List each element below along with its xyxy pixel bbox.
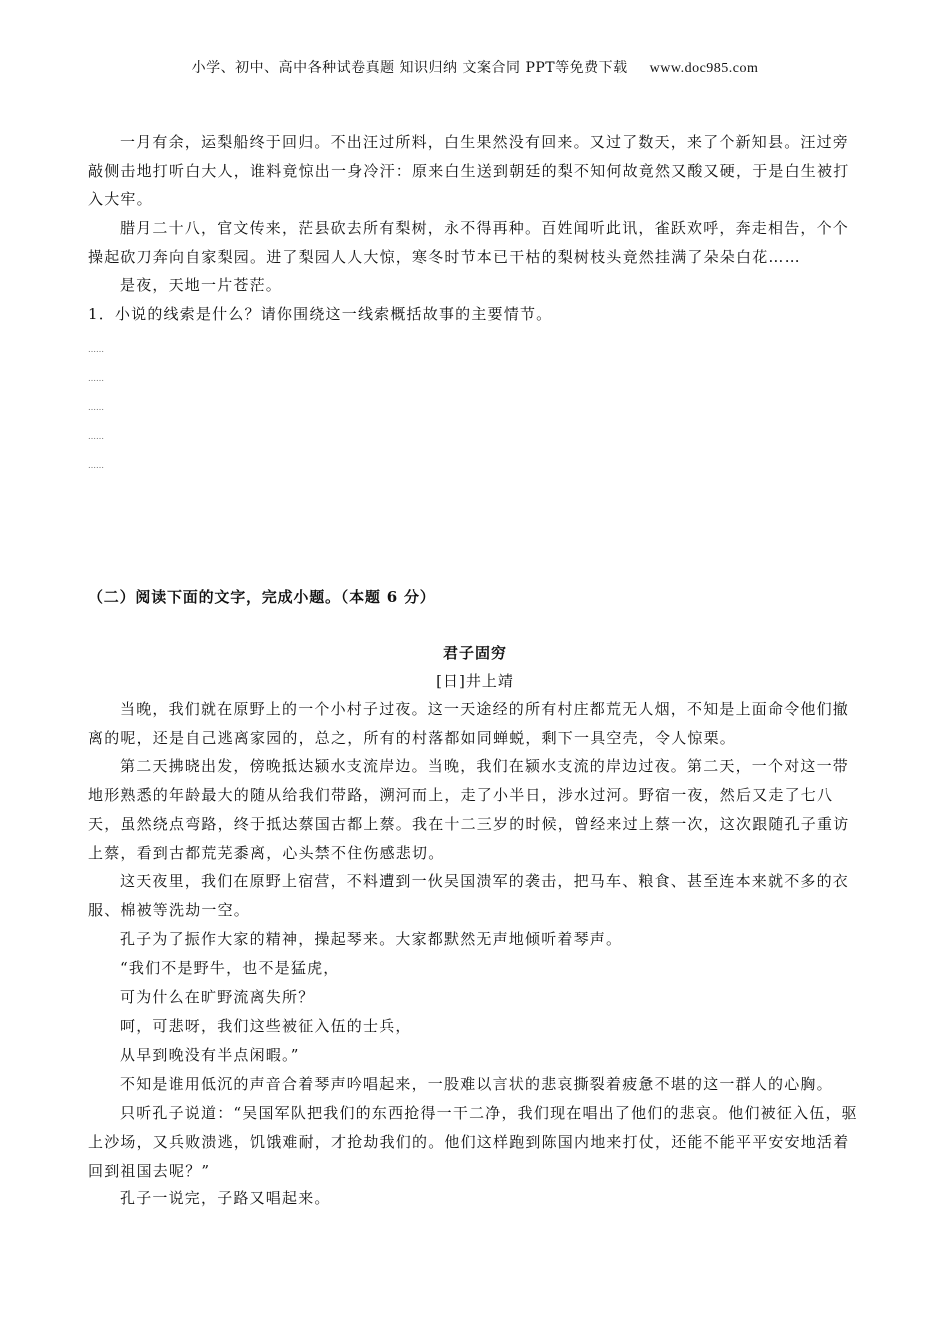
answer-line[interactable]: …… — [88, 432, 104, 441]
answer-line[interactable]: …… — [88, 345, 104, 354]
question-1: 1．小说的线索是什么？请你围绕这一线索概括故事的主要情节。 — [88, 305, 553, 323]
page-header — [0, 57, 950, 77]
header-site-link[interactable]: www.doc985.com — [649, 61, 759, 76]
story2-paragraph-5: 不知是谁用低沉的声音合着琴声吟唱起来，一股难以言状的悲哀撕裂着疲惫不堪的这一群人的心胸。 — [120, 1075, 833, 1093]
story2-paragraph-6: 只听孔子说道：“吴国军队把我们的东西抢得一干二净，我们现在唱出了他们的悲哀。他们被征入伍，驱上沙场，又兵败溃逃，饥饿难耐，才抢劫我们的。他们这样跑到陈国内地来打仗，还能不能平平安安地活着回到祖国去呢？” — [88, 1104, 858, 1180]
story1-paragraph-2: 腊月二十八，官文传来，茫县砍去所有梨树，永不得再种。百姓闻听此讯，雀跃欢呼，奔走相告，个个操起砍刀奔向自家梨园。进了梨园人人大惊，寒冬时节本已干枯的梨树枝头竟然挂满了朵朵白花…… — [88, 219, 850, 266]
story2-paragraph-7: 孔子一说完，子路又唱起来。 — [120, 1189, 331, 1207]
story2-paragraph-2: 第二天拂晓出发，傍晚抵达颍水支流岸边。当晚，我们在颍水支流的岸边过夜。第二天，一个对这一带地形熟悉的年龄最大的随从给我们带路，溯河而上，走了小半日，涉水过河。野宿一夜，然后又走了七八天，虽然绕点弯路，终于抵达蔡国古都上蔡。我在十二三岁的时候，曾经来过上蔡一次，这次跟随孔子重访上蔡，看到古都荒芜黍离，心头禁不住伤感悲切。 — [88, 757, 850, 862]
story1-paragraph-3: 是夜，天地一片苍茫。 — [120, 276, 283, 294]
header-text: 小学、初中、高中各种试卷真题 知识归纳 文案合同 PPT等免费下载 — [191, 60, 628, 76]
answer-line[interactable]: …… — [88, 374, 104, 383]
poem-line-2: 可为什么在旷野流离失所？ — [120, 988, 315, 1006]
poem-line-4: 从早到晚没有半点闲暇。” — [120, 1046, 300, 1064]
section-2-heading: （二）阅读下面的文字，完成小题。（本题 6 分） — [88, 588, 436, 606]
answer-line[interactable]: …… — [88, 461, 104, 470]
story2-paragraph-3: 这天夜里，我们在原野上宿营，不料遭到一伙吴国溃军的袭击，把马车、粮食、甚至连本来就不多的衣服、棉被等洗劫一空。 — [88, 872, 850, 919]
poem-line-3: 呵，可悲呀，我们这些被征入伍的士兵， — [120, 1017, 412, 1035]
story2-paragraph-4: 孔子为了振作大家的精神，操起琴来。大家都默然无声地倾听着琴声。 — [120, 930, 623, 948]
story2-author: [日]井上靖 — [436, 672, 514, 690]
story1-paragraph-1: 一月有余，运梨船终于回归。不出汪过所料，白生果然没有回来。又过了数天，来了个新知县。汪过旁敲侧击地打听白大人，谁料竟惊出一身冷汗：原来白生送到朝廷的梨不知何故竟然又酸又硬，于是白生被打入大牢。 — [88, 133, 850, 208]
story2-title: 君子固穷 — [442, 644, 507, 662]
poem-line-1: “我们不是野牛，也不是猛虎， — [120, 959, 340, 977]
answer-line[interactable]: …… — [88, 403, 104, 412]
story2-paragraph-1: 当晚，我们就在原野上的一个小村子过夜。这一天途经的所有村庄都荒无人烟，不知是上面命令他们撤离的呢，还是自己逃离家园的，总之，所有的村落都如同蝉蜕，剩下一具空壳，令人惊栗。 — [88, 700, 850, 747]
